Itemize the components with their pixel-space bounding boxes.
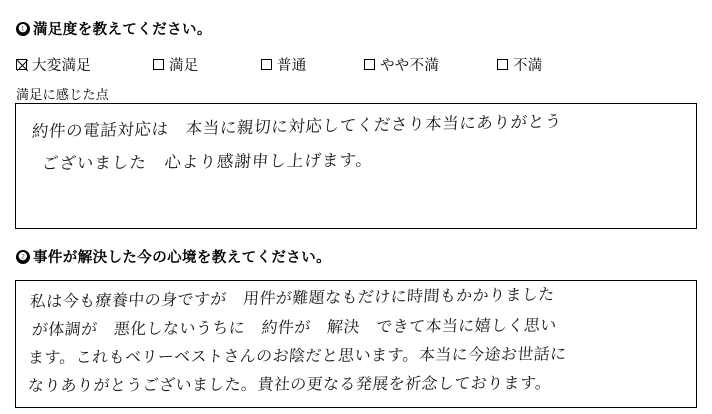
question-2-text: 事件が解決した今の心境を教えてください。: [33, 250, 331, 266]
choice-satisfied[interactable]: [153, 54, 199, 75]
checkbox-checked-icon[interactable]: [16, 59, 27, 70]
handwritten-line: が体調が 悪化しないうちに 約件が 解決 できて本当に嬉しく思い: [31, 315, 558, 340]
checkbox-icon[interactable]: [261, 59, 272, 70]
satisfaction-points-label: 満足に感じた点: [16, 87, 110, 102]
handwritten-line: 約件の電話対応は 本当に親切に対応してくださり本当にありがとう: [31, 111, 563, 142]
answer-box-1[interactable]: [15, 103, 697, 229]
checkbox-icon[interactable]: [153, 59, 164, 70]
question-2-number: ❷: [16, 250, 30, 264]
question-2-heading: [16, 246, 331, 267]
question-1-heading: [16, 18, 212, 39]
choice-label: 大変満足: [32, 58, 92, 74]
choice-label: やや不満: [380, 58, 440, 74]
question-1-text: 満足度を教えてください。: [33, 22, 212, 38]
choice-neutral[interactable]: [261, 54, 307, 75]
satisfaction-choices: [16, 54, 696, 76]
choice-label: 満足: [169, 58, 199, 74]
checkbox-icon[interactable]: [364, 59, 375, 70]
checkbox-icon[interactable]: [497, 59, 508, 70]
handwritten-line: 私は今も療養中の身ですが 用件が難題なもだけに時間もかかりました: [29, 284, 556, 312]
handwritten-answer-2: [16, 281, 696, 407]
answer-box-2[interactable]: [15, 280, 697, 408]
choice-dissatisfied[interactable]: [497, 54, 543, 75]
question-1-number: ❶: [16, 22, 30, 36]
handwritten-line: なりありがとうございました。貴社の更なる発展を祈念しております。: [27, 373, 553, 396]
choice-label: 普通: [277, 58, 307, 74]
choice-somewhat-dissatisfied[interactable]: [364, 54, 439, 75]
handwritten-line: ございました 心より感謝申し上げます。: [41, 150, 374, 174]
choice-very-satisfied[interactable]: [16, 54, 91, 75]
handwritten-answer-1: [16, 104, 696, 228]
handwritten-line: ます。これもベリーベストさんのお陰だと思います。本当に今途お世話に: [27, 344, 568, 368]
choice-label: 不満: [513, 58, 543, 74]
